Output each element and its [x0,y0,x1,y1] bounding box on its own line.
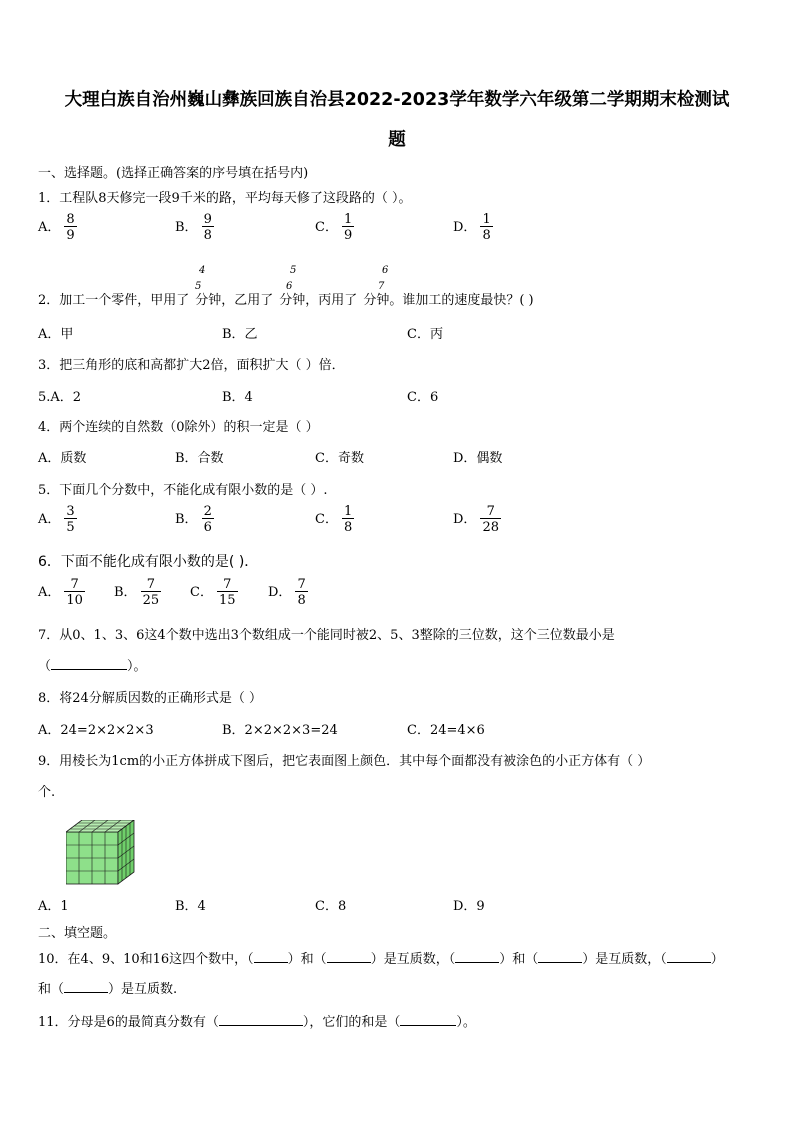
q1-option-c: C． $\frac{1}{9}$ [315,212,353,243]
question-3: 3．把三角形的底和高都扩大2倍，面积扩大（ ）倍． [38,358,345,373]
q8-option-b: B．2×2×2×3=24 [222,723,338,738]
cube-figure [66,820,140,886]
question-11: 11．分母是6的最简真分数有（ ），它们的和是（ ）。 [38,1015,476,1030]
q2-fraction-1: 4 5 [195,265,206,292]
q7-answer-blank[interactable] [51,657,127,670]
q1-option-d: D． $\frac{1}{8}$ [453,212,491,243]
q10-blank-1[interactable] [254,950,288,963]
question-7-answer: （ ）。 [38,659,147,674]
q11-blank-2[interactable] [400,1013,456,1026]
q4-option-d: D．偶数 [453,451,503,466]
question-5: 5．下面几个分数中，不能化成有限小数的是（ ）. [38,483,328,498]
question-7: 7．从0、1、3、6这4个数中选出3个数组成一个能同时被2、5、3整除的三位数，这个三位数最小是 [38,628,615,643]
page-title-continued: 题 [388,130,406,150]
q6-option-b: B． $\frac{7}{25}$ [114,577,160,608]
q4-option-a: A．质数 [38,451,87,466]
section-heading-fill: 二、填空题。 [38,926,117,941]
q4-option-b: B．合数 [175,451,224,466]
q10-blank-5[interactable] [667,950,711,963]
q10-blank-6[interactable] [64,980,108,993]
question-4: 4．两个连续的自然数（0除外）的积一定是（ ） [38,420,319,435]
q11-blank-1[interactable] [219,1013,303,1026]
q2-option-a: A．甲 [38,327,74,342]
question-9-continued: 个. [38,785,56,800]
q2-fraction-3: 6 7 [378,265,389,292]
q10-blank-2[interactable] [327,950,371,963]
q3-option-b: B．4 [222,390,253,405]
question-1: 1．工程队8天修完一段9千米的路，平均每天修了这段路的（ ）。 [38,191,412,206]
q4-option-c: C．奇数 [315,451,364,466]
q5-option-c: C． $\frac{1}{8}$ [315,504,353,535]
question-2: 2．加工一个零件，甲用了 分钟，乙用了 分钟，丙用了 分钟。谁加工的速度最快？( ) [38,293,534,308]
q8-option-c: C．24=4×6 [407,723,485,738]
q10-blank-3[interactable] [455,950,499,963]
q10-blank-4[interactable] [538,950,582,963]
question-6: 6．下面不能化成有限小数的是( )． [38,554,259,570]
q1-option-b: B． $\frac{9}{8}$ [175,212,212,243]
q5-option-d: D． $\frac{7}{28}$ [453,504,499,535]
q9-option-a: A．1 [38,899,69,914]
q5-option-b: B． $\frac{2}{6}$ [175,504,212,535]
question-8: 8．将24分解质因数的正确形式是（ ） [38,691,262,706]
q2-option-b: B．乙 [222,327,258,342]
q1-option-a: A． $\frac{8}{9}$ [38,212,75,243]
q3-option-c: C．6 [407,390,439,405]
q6-option-c: C． $\frac{7}{15}$ [190,577,236,608]
question-10: 10．在4、9、10和16这四个数中，（ ）和（ ）是互质数，（ ）和（ ）是互质数，（ ） [38,952,724,967]
q6-option-a: A． $\frac{7}{10}$ [38,577,83,608]
section-heading-choice: 一、选择题。(选择正确答案的序号填在括号内) [38,166,309,181]
q9-option-b: B．4 [175,899,206,914]
q8-option-a: A．24=2×2×2×3 [38,723,154,738]
q6-option-d: D． $\frac{7}{8}$ [268,577,306,608]
q9-option-d: D．9 [453,899,485,914]
q2-fraction-2: 5 6 [286,265,297,292]
question-10-continued: 和（ ）是互质数. [38,982,178,997]
q3-option-a: 5.A．2 [38,390,82,405]
q5-option-a: A． $\frac{3}{5}$ [38,504,75,535]
q9-option-c: C．8 [315,899,347,914]
q2-option-c: C．丙 [407,327,443,342]
question-9: 9．用棱长为1cm的小正方体拼成下图后，把它表面图上颜色．其中每个面都没有被涂色的小正方体有（ ） [38,754,651,769]
page-title: 大理白族自治州巍山彝族回族自治县2022-2023学年数学六年级第二学期期末检测试 [64,90,730,110]
